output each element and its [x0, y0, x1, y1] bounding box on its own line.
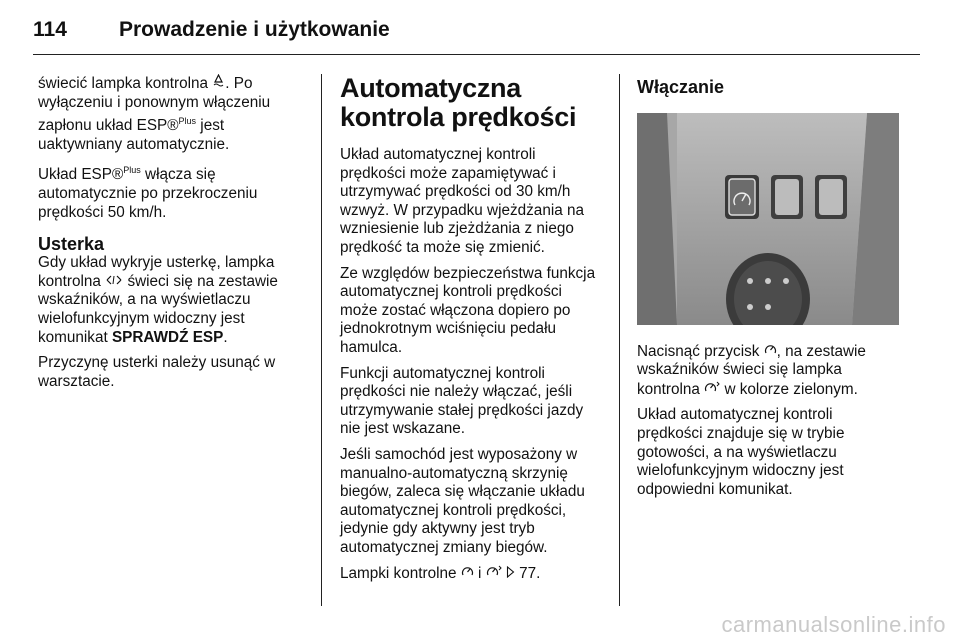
- column-divider: [321, 74, 322, 606]
- esp-warning-lamp-icon: [212, 74, 225, 90]
- text: . Po wyłączeniu i ponownym włączeniu zapłonu układ ESP®: [38, 75, 271, 135]
- section-heading: Włączanie: [637, 77, 725, 97]
- text: Układ ESP®: [38, 166, 124, 184]
- superscript: Plus: [178, 116, 197, 127]
- page-title: Prowadzenie i użytkowanie: [119, 18, 390, 41]
- message-text: SPRAWDŹ ESP: [111, 328, 224, 346]
- section-title: Automatyczna kontrola prędkości: [340, 73, 577, 132]
- text: i: [478, 565, 482, 583]
- text: świecić lampka kontrolna: [38, 75, 209, 92]
- paragraph: [38, 161, 306, 222]
- page-reference-icon: [506, 566, 515, 580]
- paragraph: Jeśli samochód jest wyposażony w manualno-automatyczną skrzynię biegów, zaleca się włączanie układu automatycznej kontroli prędkości, jedynie gdy aktywny jest tryb automatycznej zmiany biegów.: [340, 445, 585, 556]
- text: Gdy układ wykryje usterkę, lampka kontrolna: [38, 254, 275, 290]
- cruise-control-ready-icon: [486, 564, 502, 580]
- paragraph: Funkcji automatycznej kontroli prędkości nie należy włączać, jeśli utrzymywanie stałej prędkości jazdy nie jest wskazane.: [340, 364, 584, 438]
- cruise-control-icon: [461, 565, 474, 580]
- text: włącza się automatycznie po przekroczeniu prędkości 50 km/h.: [38, 166, 258, 221]
- section-heading: Usterka: [38, 234, 105, 255]
- paragraph: [637, 343, 899, 400]
- paragraph: [38, 254, 306, 347]
- cruise-control-switch-photo: [637, 113, 899, 325]
- superscript: Plus: [123, 165, 141, 176]
- paragraph: Układ automatycznej kontroli prędkości znajduje się w trybie gotowości, a na wyświetlaczu wielofunkcyjnym widoczny jest odpowiedni komunikat.: [637, 406, 845, 498]
- text: , na zestawie wskaźników świeci się lampka kontrolna: [637, 342, 866, 398]
- watermark: carmanualsonline.info: [721, 612, 946, 637]
- column-divider: [619, 74, 620, 606]
- paragraph: Układ automatycznej kontroli prędkości może zapamiętywać i utrzymywać prędkości od 30 km/h wzwyż. W przypadku wjeżdżania na wzniesienie lub zjeżdżania z niego prędkość ta może się zmienić.: [340, 146, 584, 256]
- text: Nacisnąć przycisk: [637, 342, 760, 360]
- paragraph: Ze względów bezpieczeństwa funkcja automatycznej kontroli prędkości może zostać włączona dopiero po jednokrotnym wciśnięciu pedału hamulca.: [340, 264, 596, 356]
- page-reference: 77.: [519, 565, 541, 583]
- text: w kolorze zielonym.: [724, 380, 858, 398]
- paragraph: Przyczynę usterki należy usunąć w warsztacie.: [38, 354, 276, 390]
- column-right: [637, 74, 899, 506]
- paragraph: [340, 564, 602, 584]
- page-number: 114: [33, 18, 67, 41]
- paragraph: [38, 74, 306, 154]
- text: .: [223, 328, 228, 346]
- cruise-control-ready-icon: [704, 380, 720, 396]
- column-left: [38, 74, 306, 398]
- page-header: [33, 10, 920, 55]
- text: świeci się na zestawie wskaźników, a na wyświetlaczu wielofunkcyjnym widoczny jest komunikat: [38, 272, 278, 346]
- column-middle: [340, 74, 602, 591]
- text: Lampki kontrolne: [340, 565, 457, 583]
- text: jest uaktywniany automatycznie.: [38, 117, 230, 153]
- esp-fault-lamp-icon: [105, 274, 123, 288]
- cruise-control-icon: [764, 343, 777, 358]
